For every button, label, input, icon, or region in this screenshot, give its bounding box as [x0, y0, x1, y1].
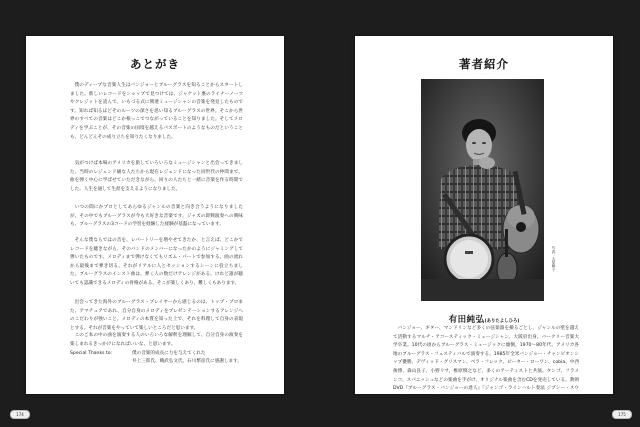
author-name [355, 307, 613, 326]
thanks-line: 僕の音楽的成長に力を与えてくれた [132, 351, 206, 356]
page-title: あとがき [130, 57, 180, 71]
page-number-left: 174 [10, 410, 30, 419]
author-name-reading: (ありたよしひろ) [484, 319, 520, 324]
author-photo [421, 79, 544, 301]
afterword-paragraph: 気がつけば本場のアメリカを旅していろいろなミュージシャンと出会ってきました。当時のレジェンド級な人たちから現在レジェンドになった同世代の仲間まで、曲を弾く中心に学ばせていただきながら、回りの人たちと一緒に音楽を作る時間でした。人生を通して生涯を支えるようになりました。 [70, 161, 243, 192]
afterword-paragraph: 出会ってきた海外のブルーグラス・プレイヤーから感じるのは、トップ・プロまた、アマチュアであれ、自分自身のメロディをプレゼンテーションするアレンジへのこだわりが強いこと。メロディの本質を知った上で、それを料理して自身の表現とする。それが音楽をやっていて楽しいところだと思います。 [70, 300, 243, 331]
page-title: 著者紹介 [459, 57, 509, 71]
thanks-label: Special Thanks to: [70, 351, 113, 356]
author-name-text: 有田純弘 [448, 315, 485, 325]
thanks-line: 井上三郎氏、織武弘文氏、石川繁彦氏に感謝します。 [132, 359, 242, 364]
photo-caption: 写真：大原藤子 [552, 246, 556, 272]
left-page [26, 36, 284, 394]
afterword-paragraph: このご本の中の曲を演奏する人のいろいろな解釈を理解して、自分自身の演奏を楽しまれるきっかけになればいいな、と思います。 [70, 333, 243, 347]
afterword-paragraph: いつの間にかプロとしてあらゆるジャンルの音楽と向き合うようになりましたが、その中でもブルーグラスが今も大好きな音楽です。ジャズの即興演奏への興味も、ブルーグラスの3コードの学習を経験した経験が基盤になっています。 [70, 205, 243, 228]
special-thanks [70, 350, 270, 366]
afterword-paragraph: そんな僕ならではの音を、レパートリーを増やせてきたか、と言えば、どこかでレコードを聴きながら、そのバンドのメンバーになったかのようにジャミングして弾いたものです。メロディまで弾けなくてもリズム・パートで参加する。曲の流れから最後まで弾き切る。それがリアルに人とセッションするシーンに役立ちました。ブルーグラスのインスト曲は、弾く人の数だけアレンジがある。けれど誰が聴いても認識できるメロディの骨格がある。そこが楽しくあり、難しくもあります。 [70, 238, 243, 286]
author-bio: バンジョー、ギター、マンドリンなど多くの弦楽器を操るごとし、ジャンルの壁を越えて活動するマルチ・アコースティック・ミュージシャン。大阪府出身。バークリー音楽大学卒業。10代の頃からブルーグラス・ミュージックに傾倒。1970〜80年代、アメリカ各地のブルーグラス・フェスティバルで演奏する。1985年全米バンジョー・チャンピオンシップ優勝。デヴィッド・グリスマン、ベラ・フレック、ピーター・ローワン、cobia、中西俊博、森山良子、小野リサ、椎原慎之など、多くのアーティストと共演。タンゴ、フラメンコ、スパニッシュなどの楽曲を手がけ、オリジナル楽曲を含むCDを発売している。教則DVD『ブルーグラス・バンジョーの達人』『ジャンゴ・ラインハルト奏法 ジプシー・スウィング・ギター』(リットーミュージック)を発売。洗足学園音楽大学で非常勤講師を務め、後進の指導にもあたっている。https://www.hiroarita.com/ [393, 326, 579, 409]
page-number-right: 175 [612, 410, 632, 419]
right-page [355, 36, 613, 409]
afterword-paragraph: 僕のディープな音楽人生はバンジョーとブルーグラスを知ることからスタートしました。新しいレコードをショップで見つけては、ジャケット裏のライナーノーツやクレジットを読んで、いもづる式に関連ミュージシャンの音楽を発見したものです。知れば知るほどそのルーツの深さを思い知るブルーグラスの世界。そこから世界のすべての音楽はどこか根っこでつながっていることを知りました。そしてメロディを学ぶことが、その音楽の国境を越えるパスポートのようなものだということも、どんどんその成り立ちを知りたくなりました。 [70, 83, 243, 140]
